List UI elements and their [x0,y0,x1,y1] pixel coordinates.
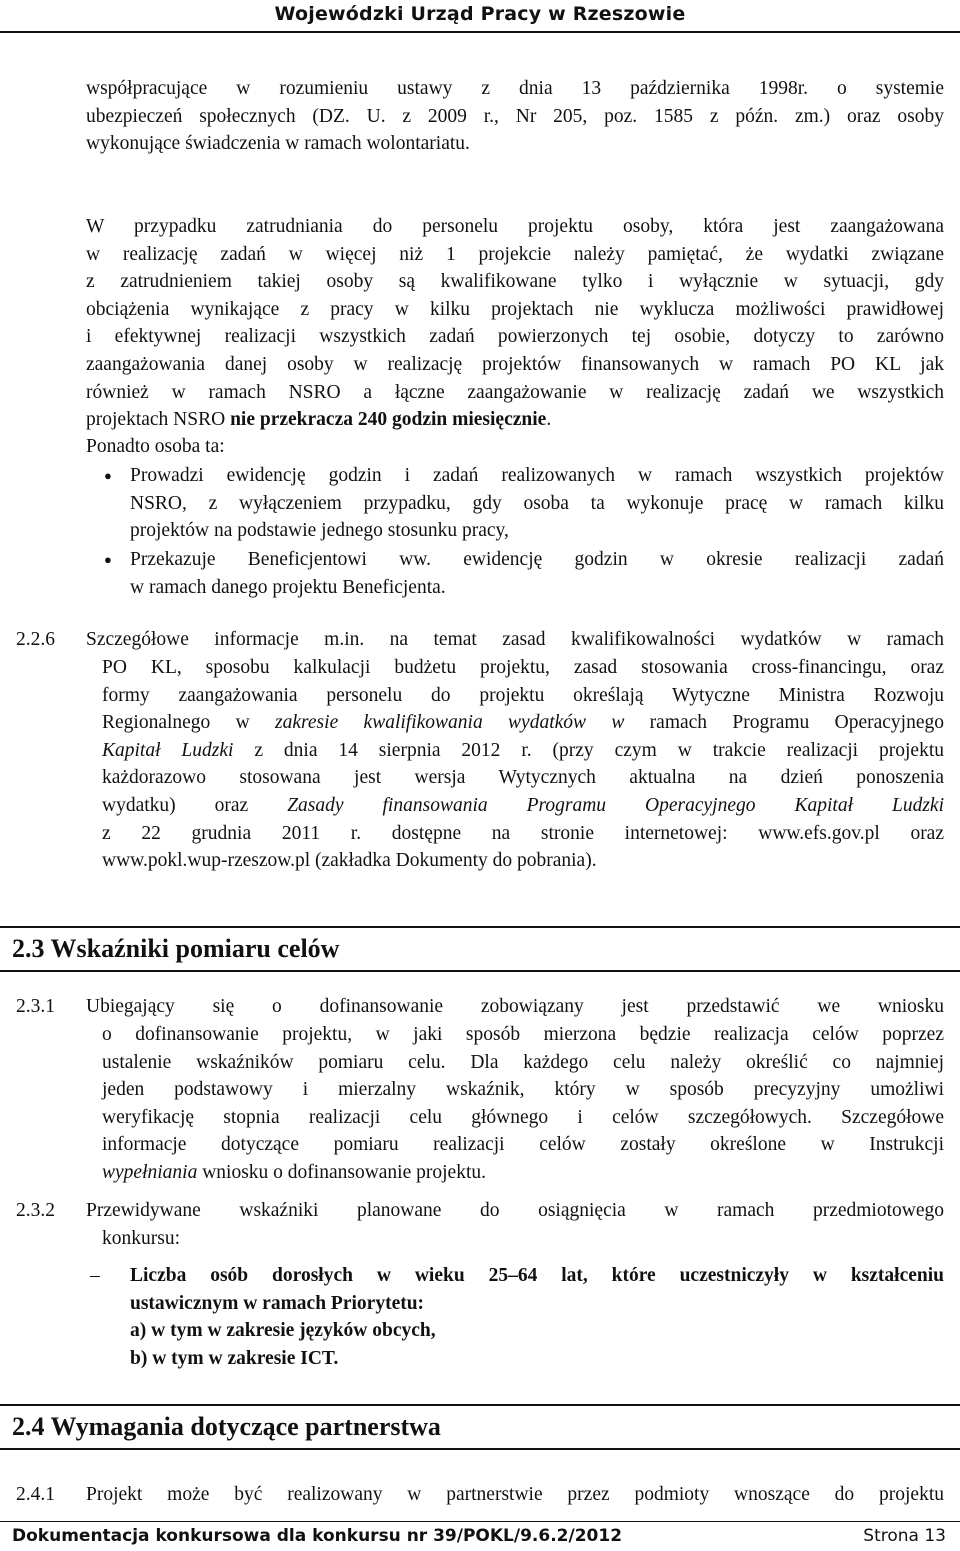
text-line: b) w tym w zakresie ICT. [130,1347,339,1369]
paragraph-personnel [86,213,944,434]
text-line: w realizację zadań w więcej niż 1 projekcie należy pamiętać, że wydatki związane [86,243,944,265]
text-line: Prowadzi ewidencję godzin i zadań realizowanych w ramach wszystkich projektów [130,465,944,486]
text-line: NSRO, z wyłączeniem przypadku, gdy osoba ta wykonuje pracę w ramach kilku [130,492,944,514]
text-line: również w ramach NSRO a łączne zaangażowanie w realizację zadań we wszystkich [86,381,944,403]
text-line: weryfikację stopnia realizacji celu głównego i celów szczegółowych. Szczegółowe [102,1106,944,1128]
text-line: ubezpieczeń społecznych (DZ. U. z 2009 r., Nr 205, poz. 1585 z późn. zm.) oraz osoby [86,105,944,127]
text-line: W przypadku zatrudniania do personelu projektu osoby, która jest zaangażowana [86,216,944,237]
text-line: formy zaangażowania personelu do projektu określają Wytyczne Ministra Rozwoju [102,684,944,706]
section-title: 2.4 Wymagania dotyczące partnerstwa [12,1412,441,1441]
text-line: ustawicznym w ramach Priorytetu: [130,1292,425,1314]
text-line [102,1159,944,1187]
italic-text: Zasady finansowania Programu Operacyjnego Kapitał Ludzki [287,794,945,816]
text-line [86,406,944,434]
paragraph-231 [86,993,944,1021]
text-line: Projekt może być realizowany w partnerstwie przez podmioty wnoszące do projektu [86,1484,944,1505]
section-heading-box [0,926,960,972]
text-line: współpracujące w rozumieniu ustawy z dnia 13 października 1998r. o systemie [86,78,944,99]
footer-document-title: Dokumentacja konkursowa dla konkursu nr 39/POKL/9.6.2/2012 [12,1526,623,1546]
section-number-241: 2.4.1 [16,1484,55,1505]
text-line: Przewidywane wskaźniki planowane do osiągnięcia w ramach przedmiotowego [86,1200,944,1221]
text-line: z zatrudnieniem takiej osoby są kwalifikowane tylko i wyłącznie w sytuacji, gdy [86,271,944,293]
text-run: Regionalnego w [102,712,276,734]
section-number-226: 2.2.6 [16,629,55,650]
page-number: Strona 13 [863,1526,946,1546]
text-line [102,792,944,820]
text-line: ustalenie wskaźników pomiaru celu. Dla każdego celu należy określić co najmniej [102,1051,944,1073]
text-line: projektów na podstawie jednego stosunku pracy, [130,520,509,542]
section-title: 2.3 Wskaźniki pomiaru celów [12,934,340,963]
text-line: z 22 grudnia 2011 r. dostępne na stronie internetowej: www.efs.gov.pl oraz [102,822,944,844]
italic-text: Kapitał Ludzki [102,739,234,761]
text-line: i efektywnej realizacji wszystkich zadań powierzonych tej osobie, dotyczy to zarówno [86,326,944,348]
italic-text: zakresie kwalifikowania wydatków w [275,712,625,734]
paragraph-241 [86,1481,944,1509]
text-line: obciążenia wynikające z pracy w kilku projektach nie wyklucza możliwości prawidłowej [86,298,944,320]
header-title: Wojewódzki Urząd Pracy w Rzeszowie [274,3,686,25]
ponadto-line: Ponadto osoba ta: [86,436,225,457]
text-run: wydatku) oraz [102,794,288,816]
text-run: ramach Programu Operacyjnego [624,712,944,734]
text-line: Liczba osób dorosłych w wieku 25–64 lat, które uczestniczyły w kształceniu [130,1265,944,1286]
text-line: każdorazowo stosowana jest wersja Wytycznych aktualna na dzień ponoszenia [102,767,944,789]
paragraph-226-body [102,654,944,875]
paragraph-231-body [102,1021,944,1187]
indicator-item [130,1262,944,1372]
text-line: PO KL, sposobu kalkulacji budżetu projektu, zasad stosowania cross-financingu, oraz [102,657,944,678]
text-run: . [546,409,552,431]
text-line: o dofinansowanie projektu, w jaki sposób mierzona będzie realizacja celów poprzez [102,1024,944,1045]
header-divider [0,31,960,33]
footer-divider [0,1521,960,1522]
text-run: projektach NSRO [86,409,231,431]
text-line: Szczegółowe informacje m.in. na temat zasad kwalifikowalności wydatków w ramach [86,629,944,650]
page-header [0,0,960,28]
section-number-231: 2.3.1 [16,996,55,1017]
paragraph-232 [86,1197,944,1225]
paragraph-top [86,75,944,158]
text-line: wykonujące świadczenia w ramach wolontariatu. [86,133,470,155]
bullet-item-2 [130,546,944,601]
text-line: zaangażowania danej osoby w realizację projektów finansowanych w ramach PO KL jak [86,353,944,375]
italic-text: wypełniania [102,1161,198,1183]
text-line [102,709,944,737]
bullet-icon: ● [104,468,112,483]
bullet-item-1 [130,462,944,545]
text-line: Ubiegający się o dofinansowanie zobowiązany jest przedstawić we wniosku [86,996,944,1017]
text-line: w ramach danego projektu Beneficjenta. [130,576,446,598]
paragraph-232-cont: konkursu: [102,1228,180,1249]
section-number-232: 2.3.2 [16,1200,55,1221]
text-line: www.pokl.wup-rzeszow.pl (zakładka Dokumenty do pobrania). [102,850,597,872]
bold-text: nie przekracza 240 godzin miesięcznie [230,409,547,431]
text-line: a) w tym w zakresie języków obcych, [130,1320,436,1342]
text-line [102,737,944,765]
text-line: informacje dotyczące pomiaru realizacji celów zostały określone w Instrukcji [102,1134,944,1156]
paragraph-226 [86,626,944,654]
text-run: wniosku o dofinansowanie projektu. [197,1161,486,1183]
text-run: z dnia 14 sierpnia 2012 r. (przy czym w trakcie realizacji projektu [233,739,944,761]
text-line: jeden podstawowy i mierzalny wskaźnik, który w sposób precyzyjny umożliwi [102,1079,944,1101]
text-line: Przekazuje Beneficjentowi ww. ewidencję godzin w okresie realizacji zadań [130,549,944,570]
section-heading-box [0,1404,960,1450]
dash-icon: – [90,1265,100,1286]
bullet-icon: ● [104,552,112,567]
